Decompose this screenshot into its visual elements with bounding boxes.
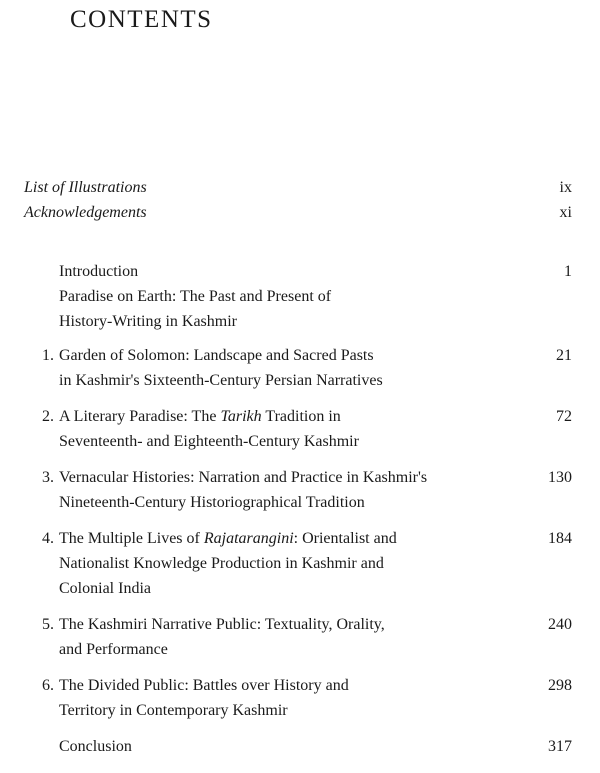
toc-entry-introduction[interactable]: [34, 259, 572, 334]
entry-title-line: Seventeenth- and Eighteenth-Century Kashmir: [59, 433, 359, 450]
toc-entry-acknowledgements[interactable]: [24, 202, 572, 224]
entry-page-number: 21: [556, 347, 572, 364]
entry-title-line: Vernacular Histories: Narration and Practice in Kashmir's: [59, 469, 428, 486]
page-title: CONTENTS: [70, 6, 213, 33]
chapter-number: 3.: [42, 469, 54, 486]
entry-title-line: A Literary Paradise: The Tarikh Tradition in: [59, 408, 341, 425]
chapter-number: 1.: [42, 347, 54, 364]
entry-title-line: The Divided Public: Battles over History and: [59, 677, 349, 694]
chapter-number: 4.: [42, 530, 54, 547]
toc-entry-list-of-illustrations[interactable]: [24, 177, 572, 199]
entry-title-line: Nationalist Knowledge Production in Kashmir and: [59, 555, 384, 572]
toc-entry-conclusion[interactable]: [34, 734, 572, 759]
entry-label: Introduction: [59, 263, 139, 280]
entry-title: Acknowledgements: [24, 204, 147, 221]
entry-page-number: 240: [548, 616, 572, 633]
toc-entry-chapter-3[interactable]: [34, 465, 572, 515]
entry-title-line: and Performance: [59, 641, 168, 658]
chapter-number: 5.: [42, 616, 54, 633]
toc-entry-chapter-1[interactable]: [34, 343, 572, 393]
entry-title-line: in Kashmir's Sixteenth-Century Persian Narratives: [59, 372, 383, 389]
entry-page-number: xi: [559, 204, 572, 221]
chapter-number: 6.: [42, 677, 54, 694]
entry-title-line: The Multiple Lives of Rajatarangini: Orientalist and: [59, 530, 397, 547]
entry-title-line: Nineteenth-Century Historiographical Tradition: [59, 494, 365, 511]
entry-title-line: History-Writing in Kashmir: [59, 313, 237, 330]
entry-page-number: 298: [548, 677, 572, 694]
entry-page-number: 130: [548, 469, 572, 486]
entry-page-number: 184: [548, 530, 572, 547]
entry-title-line: Paradise on Earth: The Past and Present of: [59, 288, 332, 305]
entry-title-line: Garden of Solomon: Landscape and Sacred Pasts: [59, 347, 374, 364]
entry-label: Conclusion: [59, 738, 132, 755]
entry-title-line: The Kashmiri Narrative Public: Textuality, Orality,: [59, 616, 385, 633]
toc-entry-chapter-2[interactable]: [34, 404, 572, 454]
entry-title: List of Illustrations: [24, 179, 147, 196]
toc-entry-chapter-6[interactable]: [34, 673, 572, 723]
entry-page-number: ix: [559, 179, 572, 196]
entry-title-line: Territory in Contemporary Kashmir: [59, 702, 288, 719]
entry-title-line: Colonial India: [59, 580, 151, 597]
toc-entry-chapter-5[interactable]: [34, 612, 572, 662]
entry-page-number: 317: [548, 738, 572, 755]
entry-page-number: 1: [564, 263, 572, 280]
entry-page-number: 72: [556, 408, 572, 425]
chapter-number: 2.: [42, 408, 54, 425]
toc-entry-chapter-4[interactable]: [34, 526, 572, 601]
